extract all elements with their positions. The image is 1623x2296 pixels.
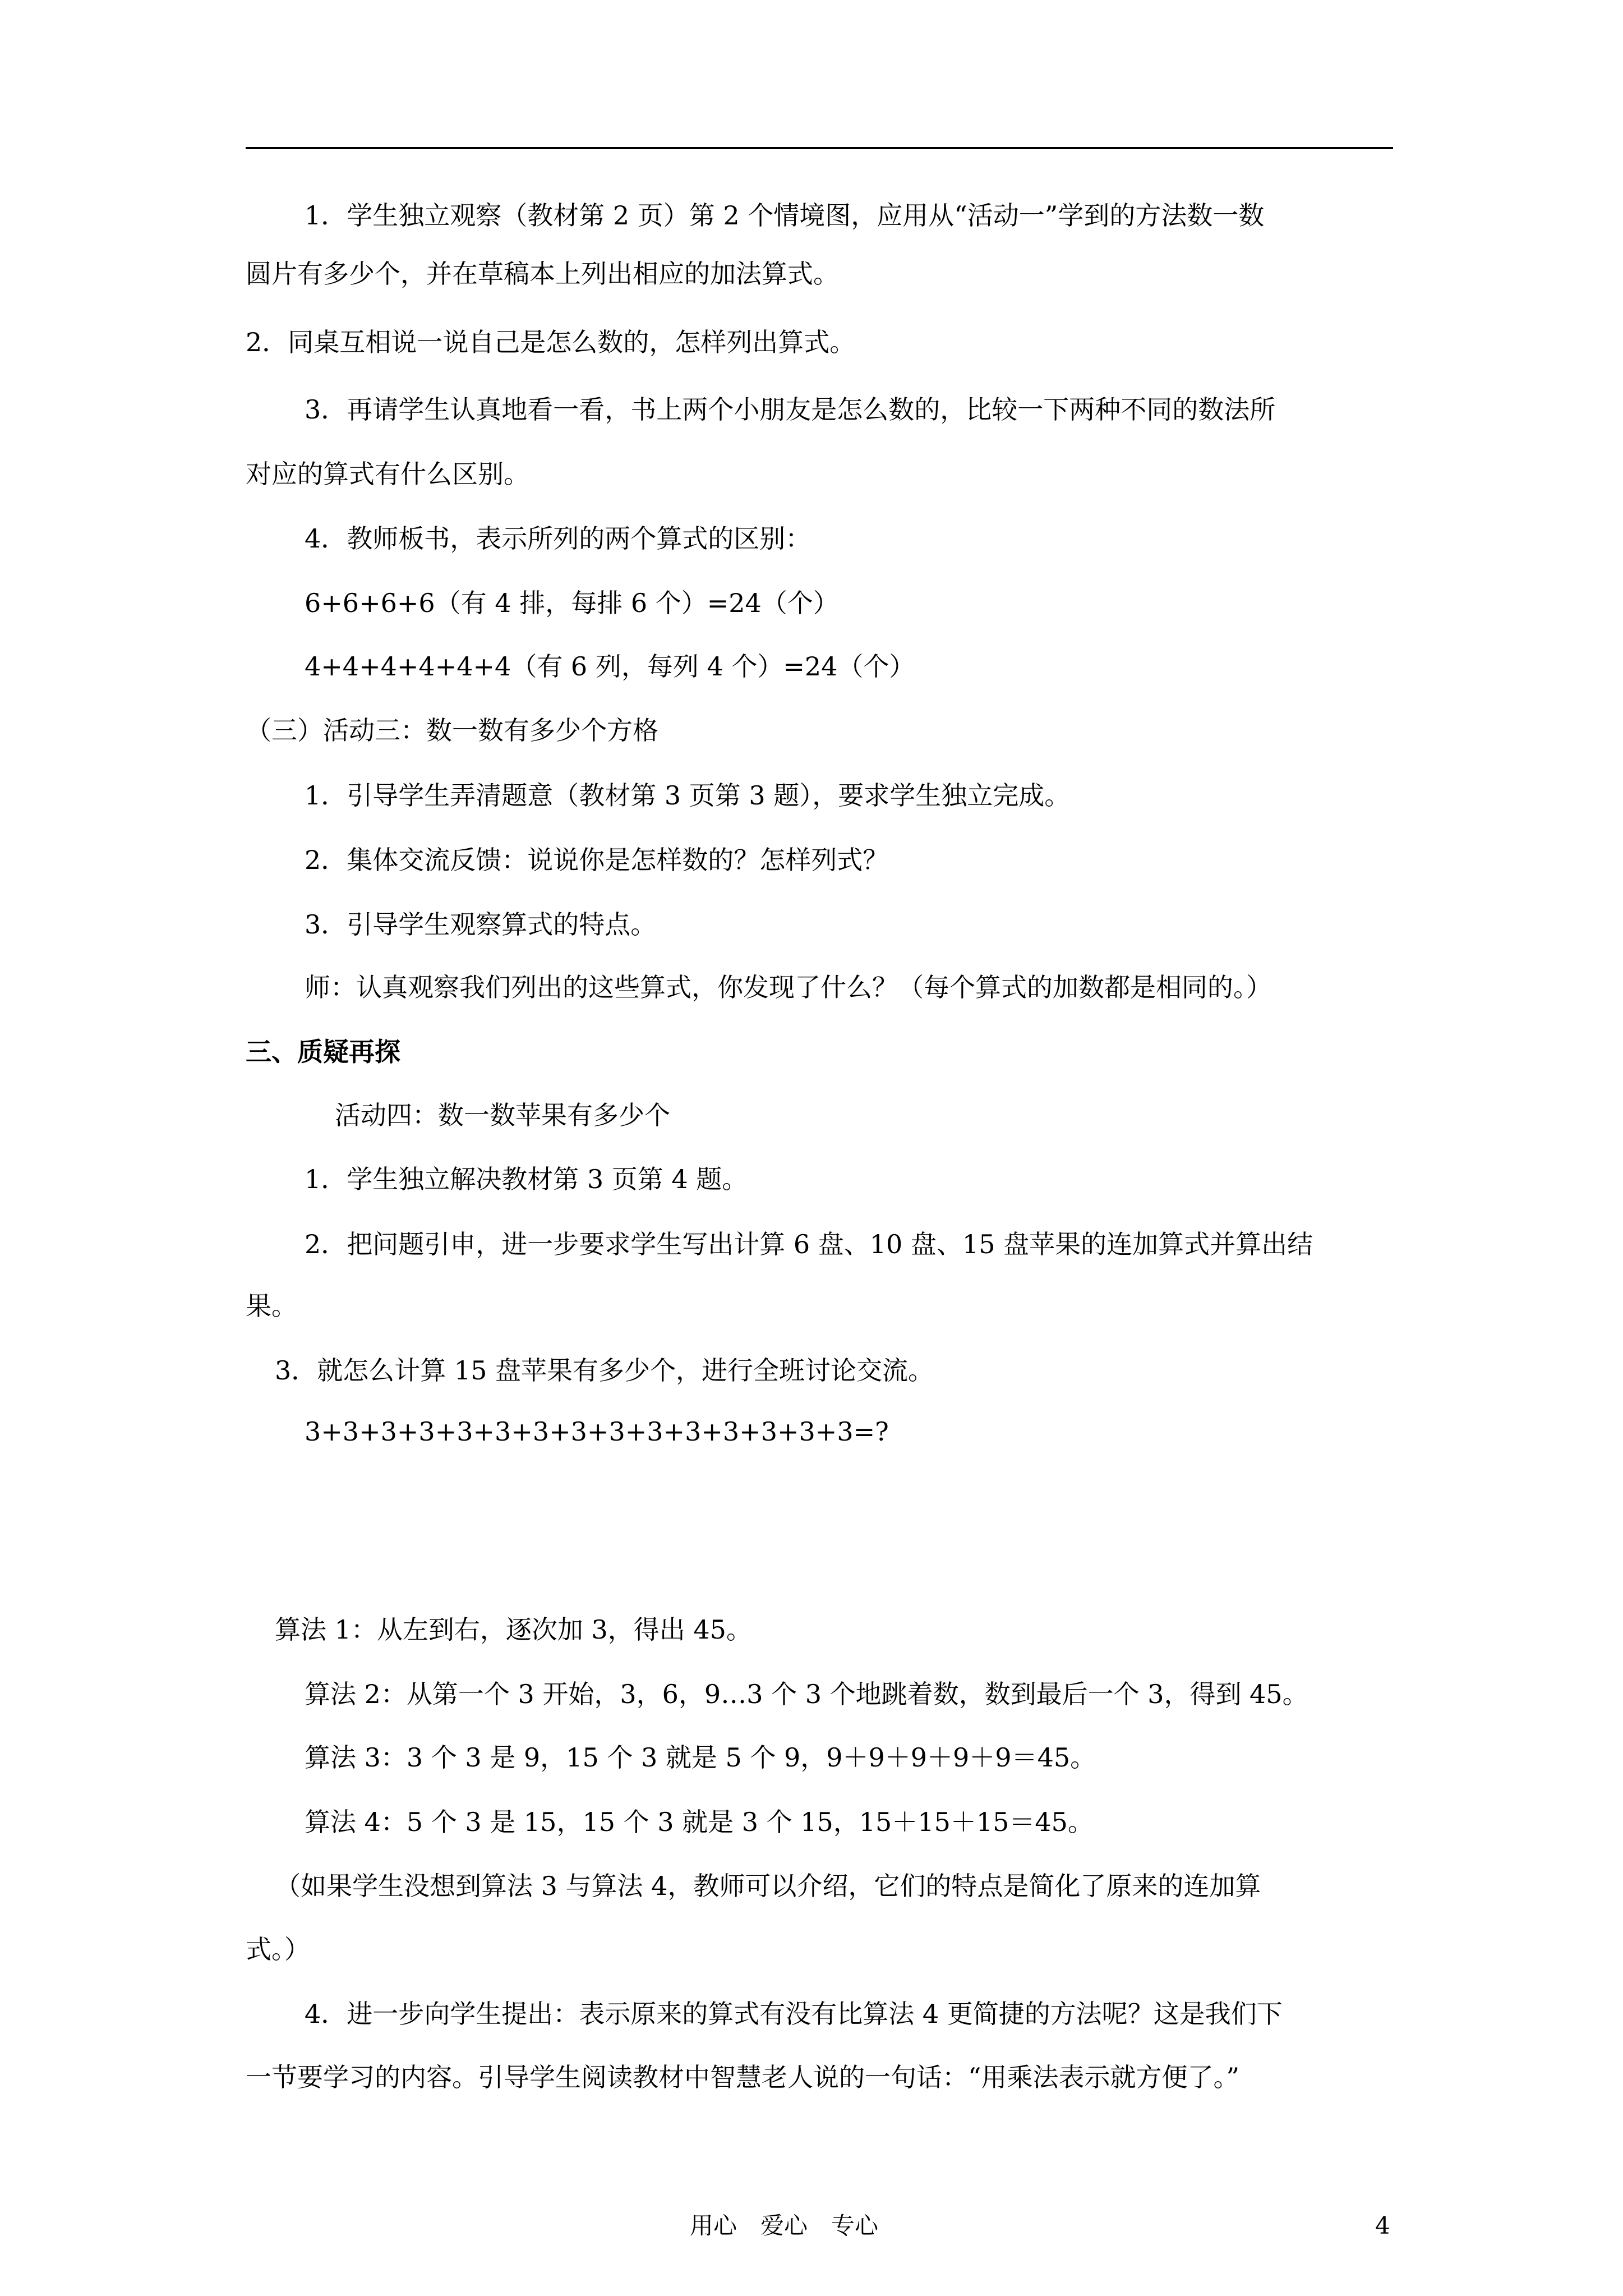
paragraph-line: 4．进一步向学生提出：表示原来的算式有没有比算法 4 更简捷的方法呢？这是我们下 (305, 1999, 1283, 2029)
formula-line: 6+6+6+6（有 4 排，每排 6 个）=24（个） (305, 588, 839, 618)
paragraph-line: 3．引导学生观察算式的特点。 (305, 909, 657, 940)
paragraph-line: 1．引导学生弄清题意（教材第 3 页第 3 题），要求学生独立完成。 (305, 780, 1071, 811)
section-heading: 三、质疑再探 (246, 1037, 400, 1067)
paragraph-line: 3．再请学生认真地看一看，书上两个小朋友是怎么数的，比较一下两种不同的数法所 (305, 394, 1276, 425)
formula-line: 3+3+3+3+3+3+3+3+3+3+3+3+3+3+3=? (305, 1416, 889, 1447)
paragraph-line: 算法 1：从左到右，逐次加 3，得出 45。 (275, 1614, 752, 1645)
paragraph-line: 圆片有多少个，并在草稿本上列出相应的加法算式。 (246, 259, 839, 289)
header-rule (246, 147, 1393, 149)
paragraph-line: 算法 4：5 个 3 是 15，15 个 3 就是 3 个 15，15＋15＋15＝45。 (305, 1807, 1094, 1837)
paragraph-line: 1．学生独立解决教材第 3 页第 4 题。 (305, 1164, 748, 1194)
paragraph-line: 算法 2：从第一个 3 开始，3，6，9…3 个 3 个地跳着数，数到最后一个 3，得到 45。 (305, 1679, 1308, 1709)
paragraph-line: 4．教师板书，表示所列的两个算式的区别： (305, 523, 811, 554)
section-heading: （三）活动三：数一数有多少个方格 (246, 715, 658, 746)
paragraph-line: 对应的算式有什么区别。 (246, 459, 529, 489)
page-number: 4 (1375, 2212, 1390, 2239)
paragraph-line: 3．就怎么计算 15 盘苹果有多少个，进行全班讨论交流。 (275, 1355, 934, 1386)
formula-line: 4+4+4+4+4+4（有 6 列，每列 4 个）=24（个） (305, 651, 915, 682)
paragraph-line: 一节要学习的内容。引导学生阅读教材中智慧老人说的一句话：“用乘法表示就方便了。” (246, 2062, 1240, 2092)
subsection-heading: 活动四：数一数苹果有多少个 (335, 1100, 670, 1130)
footer-motto: 用心 爱心 专心 (690, 2212, 879, 2239)
paragraph-line: 2．集体交流反馈：说说你是怎样数的？怎样列式？ (305, 845, 889, 875)
paragraph-line: 2．同桌互相说一说自己是怎么数的，怎样列出算式。 (246, 327, 856, 357)
paragraph-line: 果。 (246, 1291, 297, 1321)
paragraph-line: 式。） (246, 1934, 310, 1964)
paragraph-line: 算法 3：3 个 3 是 9，15 个 3 就是 5 个 9，9＋9＋9＋9＋9＝45。 (305, 1742, 1096, 1773)
paragraph-line: 2．把问题引申，进一步要求学生写出计算 6 盘、10 盘、15 盘苹果的连加算式并算出结 (305, 1229, 1313, 1259)
paragraph-line: （如果学生没想到算法 3 与算法 4，教师可以介绍，它们的特点是简化了原来的连加算 (275, 1871, 1261, 1901)
paragraph-line: 1．学生独立观察（教材第 2 页）第 2 个情境图，应用从“活动一”学到的方法数一数 (305, 200, 1265, 231)
paragraph-line: 师：认真观察我们列出的这些算式，你发现了什么？（每个算式的加数都是相同的。） (305, 972, 1272, 1002)
